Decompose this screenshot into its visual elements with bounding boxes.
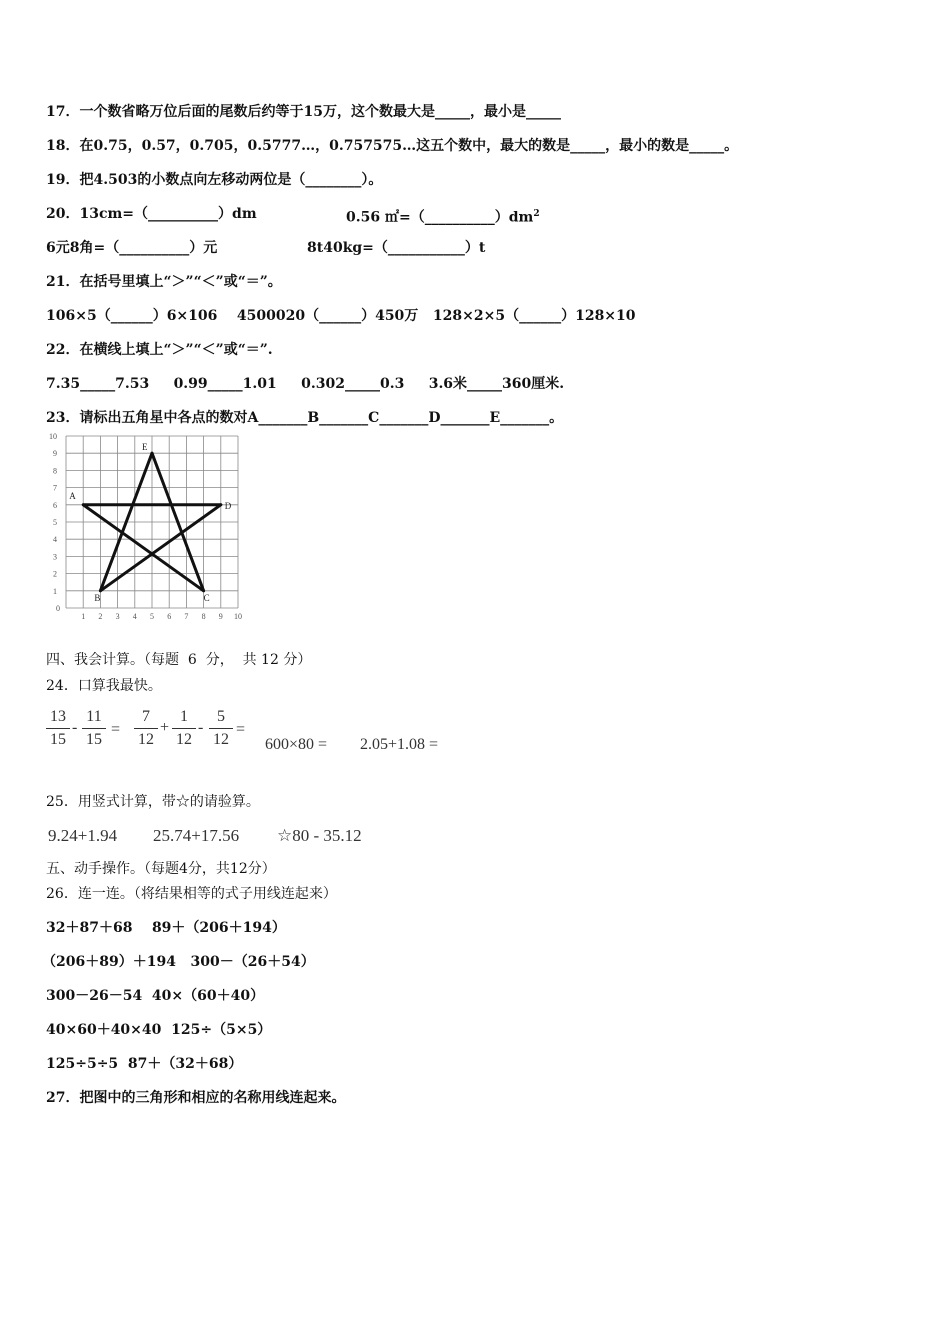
star-point <box>151 452 154 455</box>
question-25: 25．用竖式计算，带☆的请验算。 <box>46 794 260 810</box>
plus-sign: + <box>160 719 170 736</box>
x-tick-label: 5 <box>150 612 154 621</box>
section-4-heading: 四、我会计算。（每题 6 分， 共 12 分） <box>46 652 312 668</box>
y-tick-label: 5 <box>53 518 57 527</box>
question-18: 18．在0.75，0.57，0.705，0.5777…，0.757575…这五个数中，最大的数是_____，最小的数是_____。 <box>46 138 739 154</box>
y-tick-label: 10 <box>49 432 57 441</box>
match-row: 32＋87＋68 89＋（206＋194） <box>46 920 286 936</box>
x-tick-label: 4 <box>132 612 137 621</box>
star-grid-chart <box>44 432 284 625</box>
x-tick-label: 1 <box>81 612 86 621</box>
point-label: E <box>142 442 148 453</box>
y-tick-label: 8 <box>53 466 57 476</box>
match-row: 125÷5÷5 87＋（32＋68） <box>46 1056 243 1072</box>
y-tick-label: 4 <box>53 535 57 545</box>
vertical-calc-1: 9.24+1.94 <box>48 826 118 845</box>
question-20-weight: 8t40kg=（___________）t <box>307 240 486 256</box>
vertical-calc-3: ☆80 - 35.12 <box>277 826 362 845</box>
x-tick-label: 3 <box>115 612 120 621</box>
fraction-1-12: 1 12 <box>172 707 196 750</box>
question-23: 23．请标出五角星中各点的数对A_______B_______C_______D_______E_______。 <box>46 410 564 426</box>
minus-sign: - <box>198 719 204 736</box>
equals-sign: = <box>111 721 121 738</box>
y-tick-label: 1 <box>53 586 57 596</box>
y-tick-label: 6 <box>53 500 57 510</box>
question-22: 22．在横线上填上“＞”“＜”或“＝”. <box>46 342 273 358</box>
equals-sign: = <box>236 721 246 738</box>
y-tick-label: 9 <box>53 449 57 459</box>
match-row: （206＋89）＋194 300－（26＋54） <box>42 954 315 970</box>
fraction-7-12: 7 12 <box>134 707 158 750</box>
x-tick-label: 8 <box>201 612 206 621</box>
point-label: A <box>69 490 76 501</box>
star-point <box>219 503 222 506</box>
x-tick-label: 7 <box>184 612 189 621</box>
question-17: 17．一个数省略万位后面的尾数后约等于15万，这个数最大是_____，最小是_____ <box>46 104 561 120</box>
question-22-items: 7.35_____7.53 0.99_____1.01 0.302_____0.3 3.6米_____360厘米. <box>46 376 565 392</box>
match-row: 40×60＋40×40 125÷（5×5） <box>46 1022 272 1038</box>
y-tick-label: 7 <box>53 483 57 493</box>
fraction-13-15: 13 15 <box>46 707 70 750</box>
y-tick-label: 3 <box>53 552 57 562</box>
question-20-cm: 20．13cm=（__________）dm <box>46 206 257 222</box>
point-label: C <box>203 592 210 603</box>
fraction-11-15: 11 15 <box>82 707 106 750</box>
question-19: 19．把4.503的小数点向左移动两位是（________）。 <box>46 172 383 188</box>
point-label: B <box>94 592 101 603</box>
section-5-heading: 五、动手操作。（每题4分，共12分） <box>46 861 276 877</box>
point-label: D <box>224 500 232 511</box>
question-21: 21．在括号里填上“＞”“＜”或“＝”。 <box>46 274 282 290</box>
minus-sign: - <box>72 719 78 736</box>
question-21-items: 106×5（______）6×106 4500020（______）450万 128×2×5（______）128×10 <box>46 308 636 324</box>
y-tick-label: 2 <box>53 569 57 579</box>
fraction-5-12: 5 12 <box>209 707 233 750</box>
x-tick-label: 6 <box>167 612 172 621</box>
origin-label: 0 <box>56 604 60 613</box>
question-20-money: 6元8角=（__________）元 <box>46 240 218 256</box>
question-24: 24．口算我最快。 <box>46 678 162 694</box>
x-tick-label: 2 <box>98 612 103 621</box>
question-26: 26．连一连。（将结果相等的式子用线连起来） <box>46 886 337 902</box>
match-row: 300－26－54 40×（60＋40） <box>46 988 265 1004</box>
star-point <box>82 503 85 506</box>
x-tick-label: 10 <box>234 612 242 621</box>
question-27: 27．把图中的三角形和相应的名称用线连起来。 <box>46 1090 346 1106</box>
x-tick-label: 9 <box>218 612 223 621</box>
expr-600x80: 600×80 = <box>265 736 328 753</box>
question-20-area: 0.56 $㎡=(\_\_\_\_\_\_\_\_\_\_)dm^2$ <box>346 209 540 226</box>
expr-2.05+1.08: 2.05+1.08 = <box>360 736 439 753</box>
vertical-calc-2: 25.74+17.56 <box>153 826 240 845</box>
